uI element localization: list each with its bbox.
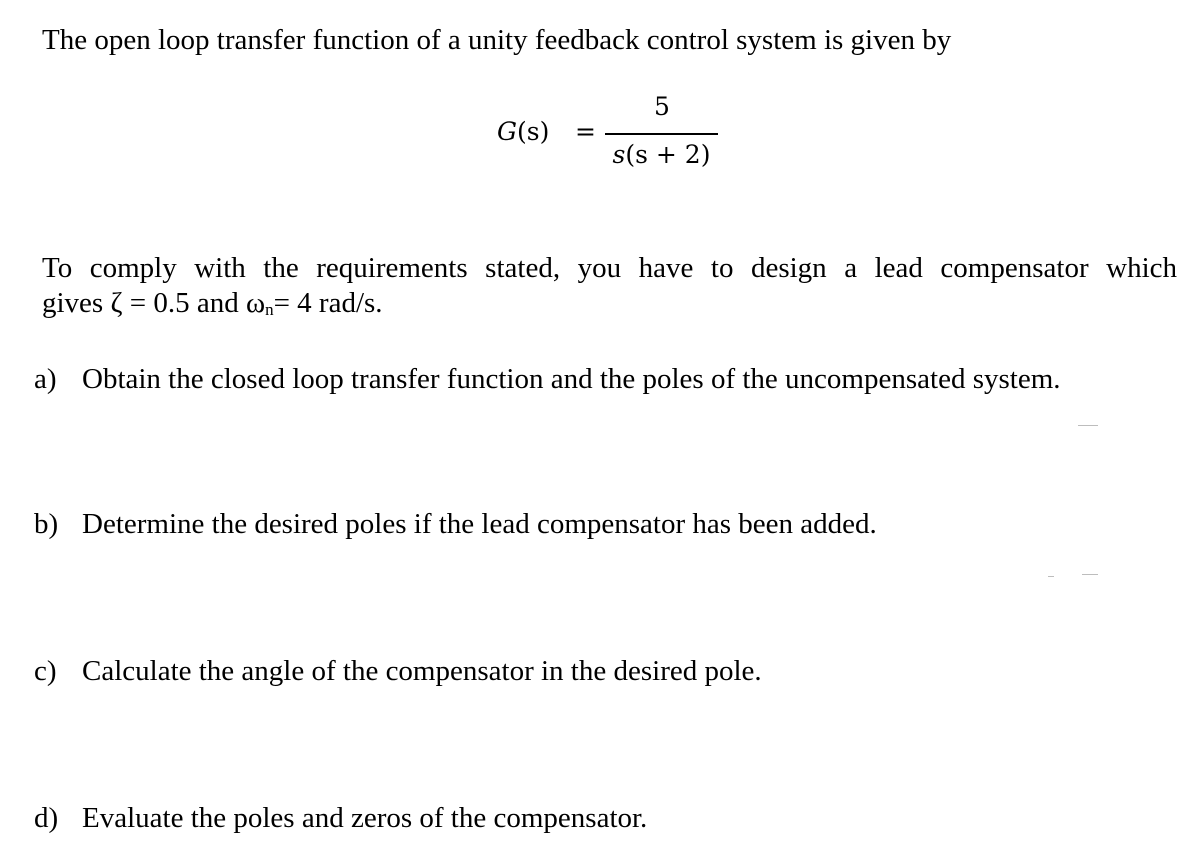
gives-word: gives — [42, 287, 104, 319]
omega-subscript: n — [265, 300, 274, 319]
problem-intro: The open loop transfer function of a unity feedback control system is given by — [42, 24, 952, 56]
equation-numerator: 5 — [654, 92, 670, 121]
scan-mark — [1048, 576, 1054, 577]
equation-lhs — [497, 117, 549, 146]
question-d-label: d) — [34, 802, 59, 834]
transfer-function-equation — [497, 92, 727, 182]
question-a-text: Obtain the closed loop transfer function and the poles of the uncompensated system. — [82, 363, 1061, 395]
question-b-text: Determine the desired poles if the lead compensator has been added. — [82, 508, 877, 540]
equation-equals-sign: = — [575, 117, 596, 146]
question-d-text: Evaluate the poles and zeros of the compensator. — [82, 802, 648, 834]
omega-value: = 4 rad/s. — [273, 287, 383, 319]
question-c-text: Calculate the angle of the compensator in the desired pole. — [82, 655, 762, 687]
scan-mark — [1078, 425, 1098, 426]
question-b-label: b) — [34, 508, 59, 540]
equation-denominator — [605, 140, 718, 169]
requirement-line-2 — [42, 285, 383, 328]
question-a-label: a) — [34, 363, 57, 395]
equation-function-argument: (s) — [516, 117, 550, 146]
denominator-s: s — [612, 140, 626, 169]
question-c-label: c) — [34, 655, 57, 687]
zeta-value: = 0.5 — [129, 287, 190, 319]
equation-function-name: G — [497, 117, 517, 146]
denominator-factor: (s + 2) — [625, 140, 711, 169]
fraction-bar — [605, 133, 718, 135]
and-word: and — [196, 287, 239, 319]
scan-mark — [1082, 574, 1098, 575]
requirement-line-1: To comply with the requirements stated, you have to design a lead compensator which — [42, 252, 1177, 284]
omega-symbol: ω — [245, 287, 266, 319]
zeta-symbol: ζ — [110, 287, 123, 319]
